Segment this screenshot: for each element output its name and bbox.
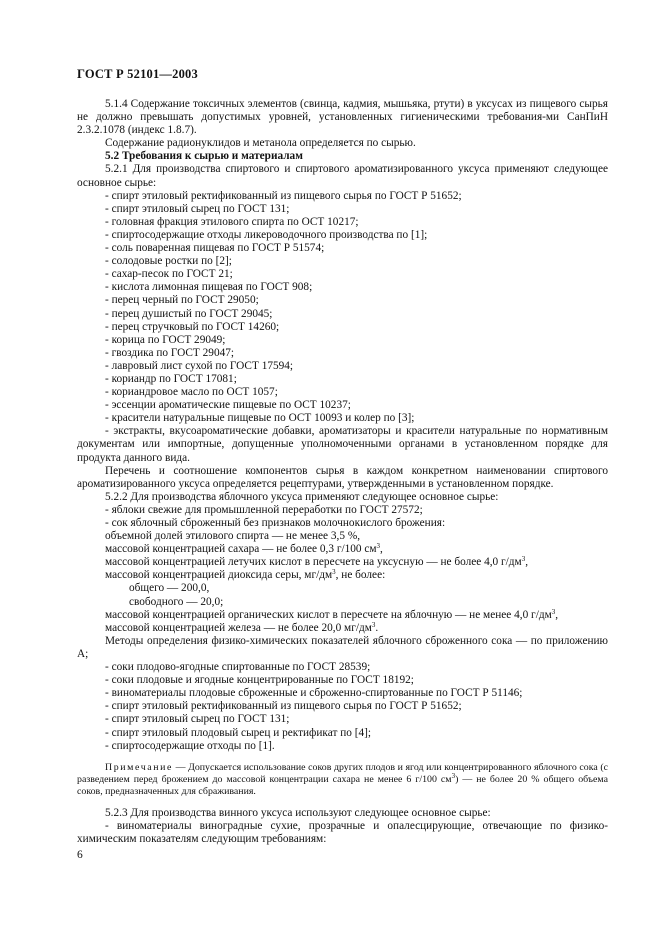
list-item: - кислота лимонная пищевая по ГОСТ 908; (105, 281, 313, 294)
note-text-end: ) — не более 20 % общего объема соков, предназначенных для сбраживания. (77, 773, 608, 798)
list-item: - гвоздика по ГОСТ 29047; (105, 346, 235, 359)
juice-param-sugar (77, 543, 608, 556)
list-item: - головная фракция этилового спирта по ОСТ 10217; (105, 215, 359, 228)
list-item: - эссенции ароматические пищевые по ОСТ 10237; (105, 399, 351, 412)
list-item: - спиртосодержащие отходы ликероводочного производства по [1]; (105, 228, 428, 241)
list-item-extracts: - экстракты, вкусоароматические добавки, ароматизаторы и красители натуральные по нормативным документам или импортные, допущенные уполномоченными органами в установленном порядке для продукта данного вида. (77, 425, 608, 464)
juice-param-volatile-acids (77, 556, 608, 569)
juice-param-sulfur-text: массовой концентрацией диоксида серы, мг/дм (105, 569, 333, 582)
note-text: — Допускается использование соков других плодов и ягод или концентрированного яблочного сока (с разведением перед брожением до массовой концентрации сахара не менее 6 г/100 см (77, 761, 608, 785)
document-body (77, 98, 608, 847)
paragraph-components-note: Перечень и соотношение компонентов сырья в каждом конкретном наименовании спиртового ароматизированного уксуса определяется рецептурами, утвержденными в установленном порядке. (77, 464, 608, 490)
superscript: 3 (332, 568, 336, 577)
paragraph-5-1-4: 5.1.4 Содержание токсичных элементов (свинца, кадмия, мышьяка, ртути) в уксусах из пищевого сырья не должно превышать допустимых уровней, установленных гигиеническими требования-ми СанПиН 2.3.2.1078 (индекс 1.8.7). (77, 98, 608, 137)
superscript: 3 (551, 607, 556, 616)
paragraph-5-2-1: 5.2.1 Для производства спиртового и спиртового ароматизированного уксуса применяют следующее основное сырье: (77, 163, 608, 189)
list-item: - спирт этиловый ректификованный из пищевого сырья по ГОСТ Р 51652; (105, 700, 462, 713)
juice-param-free: свободного — 20,0; (129, 595, 224, 608)
list-item: - спирт этиловый сырец по ГОСТ 131; (105, 713, 290, 726)
paragraph-radionuclides: Содержание радионуклидов и метанола определяется по сырью. (105, 137, 416, 150)
document-header: ГОСТ Р 52101—2003 (77, 67, 198, 81)
section-heading-5-2: 5.2 Требования к сырью и материалам (105, 150, 303, 163)
list-item: - лавровый лист сухой по ГОСТ 17594; (105, 359, 294, 372)
punctuation: , (555, 608, 559, 621)
list-item: - красители натуральные пищевые по ОСТ 10093 и колер по [3]; (105, 412, 415, 425)
superscript: 3 (371, 620, 376, 629)
list-item: - спирт этиловый плодовый сырец и ректификат по [4]; (105, 726, 372, 739)
superscript: 3 (376, 542, 381, 551)
list-item: - кориандровое масло по ОСТ 1057; (105, 386, 278, 399)
note-block (77, 762, 608, 799)
list-item: - спирт этиловый сырец по ГОСТ 131; (105, 202, 290, 215)
punctuation: , (380, 543, 383, 556)
raw-materials-list-5-2-2 (77, 661, 608, 753)
list-item: - солодовые ростки по [2]; (105, 255, 232, 268)
list-item: - виноматериалы плодовые сброженные и сброженно-спиртованные по ГОСТ Р 51146; (105, 687, 523, 700)
page-number: 6 (77, 849, 83, 861)
juice-param-iron-text: массовой концентрацией железа — не более 20,0 мг/дм (105, 621, 372, 634)
juice-param-volatile-text: массовой концентрацией летучих кислот в пересчете на уксусную — не более 4,0 г/дм (105, 556, 522, 569)
list-item: - корица по ГОСТ 29049; (105, 333, 226, 346)
juice-param-organic-acids (77, 609, 608, 622)
list-item: - сахар-песок по ГОСТ 21; (105, 268, 233, 281)
superscript: 3 (451, 771, 456, 780)
juice-param-alcohol: объемной долей этилового спирта — не менее 3,5 %, (105, 530, 361, 543)
list-item: - перец душистый по ГОСТ 29045; (105, 307, 273, 320)
punctuation: . (375, 621, 379, 634)
paragraph-5-2-2: 5.2.2 Для производства яблочного уксуса применяют следующее основное сырье: (105, 490, 499, 503)
paragraph-5-2-3: 5.2.3 Для производства винного уксуса используют следующее основное сырье: (105, 807, 491, 820)
list-item: - спиртосодержащие отходы по [1]. (105, 739, 275, 752)
list-item: - соки плодовые и ягодные концентрированные по ГОСТ 18192; (105, 674, 414, 687)
juice-param-total: общего — 200,0, (129, 582, 210, 595)
list-item: - перец черный по ГОСТ 29050; (105, 294, 259, 307)
list-item: - соки плодово-ягодные спиртованные по ГОСТ 28539; (105, 661, 371, 674)
punctuation: , не более: (335, 569, 386, 582)
list-item: - спирт этиловый ректификованный из пищевого сырья по ГОСТ Р 51652; (105, 189, 462, 202)
superscript: 3 (521, 555, 526, 564)
raw-materials-list-5-2-1 (77, 190, 608, 465)
juice-param-iron (77, 622, 608, 635)
list-item-apple-juice: - сок яблочный сброженный без признаков молочнокислого брожения: (105, 517, 446, 529)
list-item-wine-materials: - виноматериалы виноградные сухие, прозрачные и опалесцирующие, отвечающие по физико-химическим показателям следующим требованиям: (77, 820, 608, 846)
list-item: - перец стручковый по ГОСТ 14260; (105, 320, 280, 333)
juice-param-sugar-text: массовой концентрацией сахара — не более 0,3 г/100 см (105, 543, 377, 556)
punctuation: , (525, 556, 529, 569)
list-item: - кориандр по ГОСТ 17081; (105, 372, 237, 385)
list-item-apples: - яблоки свежие для промышленной переработки по ГОСТ 27572; (105, 503, 423, 516)
paragraph-methods: Методы определения физико-химических показателей яблочного сброженного сока — по приложению А; (77, 634, 608, 660)
juice-param-sulfur-dioxide (77, 569, 608, 582)
note-label: Примечание (105, 761, 174, 773)
juice-param-organic-text: массовой концентрацией органических кислот в пересчете на яблочную — не менее 4,0 г/дм (105, 608, 552, 621)
list-item: - соль поваренная пищевая по ГОСТ Р 51574; (105, 242, 325, 255)
